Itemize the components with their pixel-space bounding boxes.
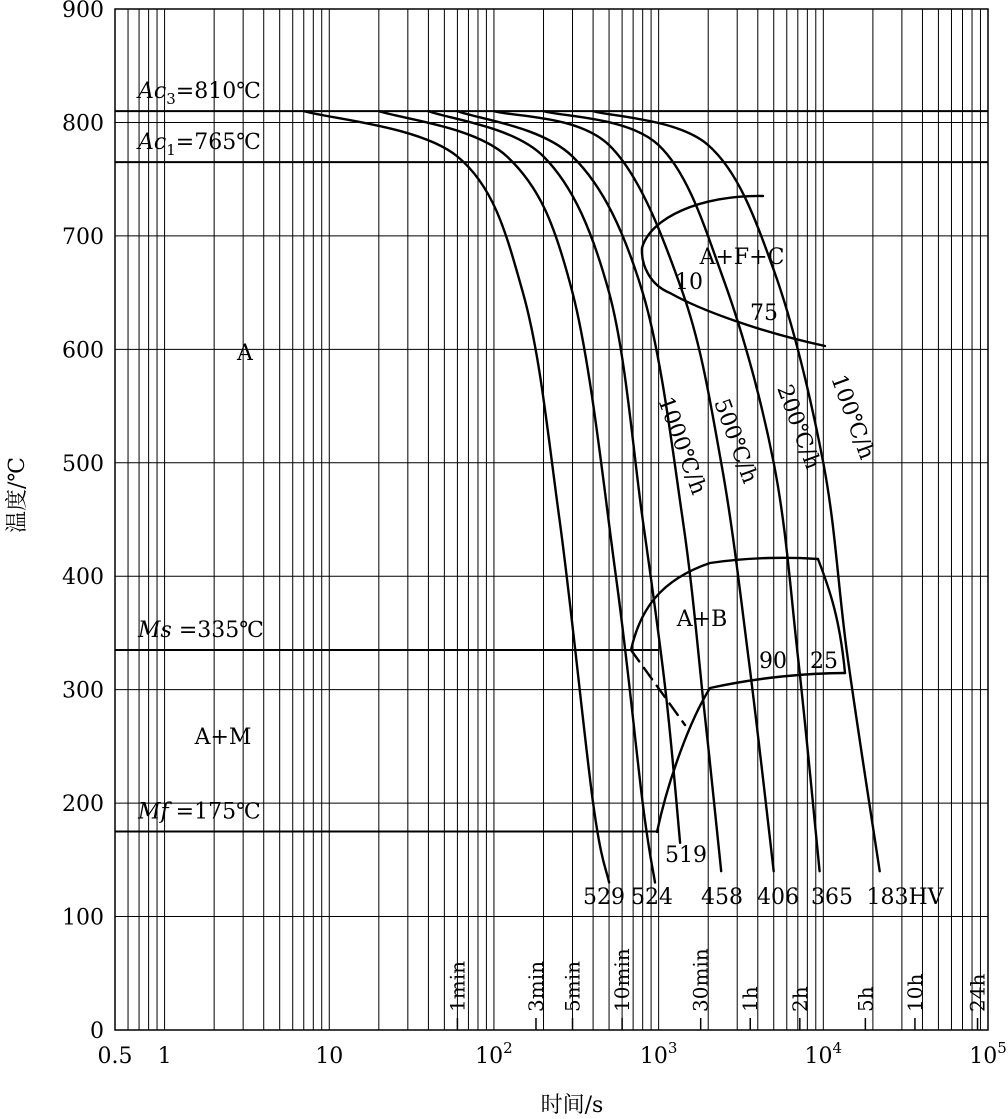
time-marker-label: 10h: [902, 973, 927, 1012]
rate-label-200: 200℃/h: [771, 381, 826, 473]
cooling-curve-524: [379, 111, 655, 882]
x-tick-label: 1: [157, 1044, 172, 1069]
percent-label-90: 90: [759, 649, 787, 674]
rate-label-500: 500℃/h: [708, 395, 763, 487]
hardness-label-529: 529: [583, 885, 625, 910]
rate-label-100: 100℃/h: [825, 371, 880, 463]
x-tick-label: $10^4$: [804, 1039, 843, 1069]
critical-label-ms: Ms =335℃: [138, 617, 264, 643]
cooling-curve-529: [304, 111, 609, 882]
y-tick-label: 600: [62, 338, 104, 364]
x-tick-label: $10^3$: [639, 1039, 678, 1069]
region-label-ferrite-carbide: A+F+C: [699, 245, 785, 270]
ms-dashed-extension: [631, 650, 685, 725]
percent-label-25: 25: [810, 649, 838, 674]
y-tick-label: 900: [62, 0, 104, 23]
hardness-label-183hv: 183HV: [866, 885, 944, 910]
time-marker-labels: [445, 948, 989, 1030]
cooling-curve-458: [457, 111, 721, 871]
cooling-curve-183hv: [593, 111, 880, 871]
time-marker-label: 1h: [738, 986, 763, 1012]
hardness-label-406: 406: [757, 885, 799, 910]
y-tick-label: 300: [62, 678, 104, 704]
cooling-curve-365: [544, 111, 820, 871]
percent-label-75: 75: [750, 301, 778, 326]
x-axis-label: 时间/s: [540, 1093, 604, 1118]
time-marker-label: 10min: [610, 948, 635, 1012]
y-tick-label: 500: [62, 451, 104, 477]
critical-label-mf: Mf =175℃: [138, 799, 261, 825]
y-tick-labels: [62, 0, 104, 1044]
critical-label-ac1: $Ac_1=765℃$: [138, 130, 261, 160]
transformation-boundaries: [631, 196, 845, 832]
region-label-martensite: A+M: [194, 725, 252, 750]
y-axis-label: 温度/℃: [5, 456, 30, 534]
cooling-curves: [304, 111, 880, 882]
percent-label-10: 10: [675, 270, 703, 295]
y-tick-label: 700: [62, 224, 104, 250]
bainite-finish-boundary: [657, 673, 845, 832]
time-marker-label: 30min: [688, 948, 713, 1012]
hardness-label-519: 519: [665, 843, 707, 868]
x-tick-label: 10: [315, 1044, 344, 1069]
x-tick-label: 0.5: [97, 1044, 133, 1069]
region-label-austenite: A: [237, 341, 253, 366]
time-marker-label: 1min: [445, 961, 470, 1012]
y-tick-label: 200: [62, 792, 104, 818]
x-tick-label: $10^5$: [969, 1039, 1007, 1069]
y-tick-label: 800: [62, 111, 104, 137]
x-tick-label: $10^2$: [475, 1039, 513, 1069]
hardness-label-524: 524: [631, 885, 673, 910]
time-marker-label: 5min: [560, 961, 585, 1012]
time-marker-label: 24h: [965, 973, 990, 1012]
y-tick-label: 100: [62, 905, 104, 931]
y-tick-label: 400: [62, 565, 104, 591]
time-marker-label: 2h: [787, 986, 812, 1012]
x-tick-labels: [98, 1039, 1007, 1069]
rate-label-1000: 1000℃/h: [652, 393, 711, 499]
region-label-bainite: A+B: [676, 607, 728, 632]
y-tick-label: 0: [90, 1019, 104, 1044]
cooling-curve-406: [494, 111, 774, 871]
time-marker-label: 3min: [523, 961, 548, 1012]
hardness-label-365: 365: [811, 885, 853, 910]
time-marker-label: 5h: [853, 986, 878, 1012]
critical-label-ac3: $Ac_3=810℃$: [138, 79, 261, 109]
hardness-label-458: 458: [701, 885, 743, 910]
